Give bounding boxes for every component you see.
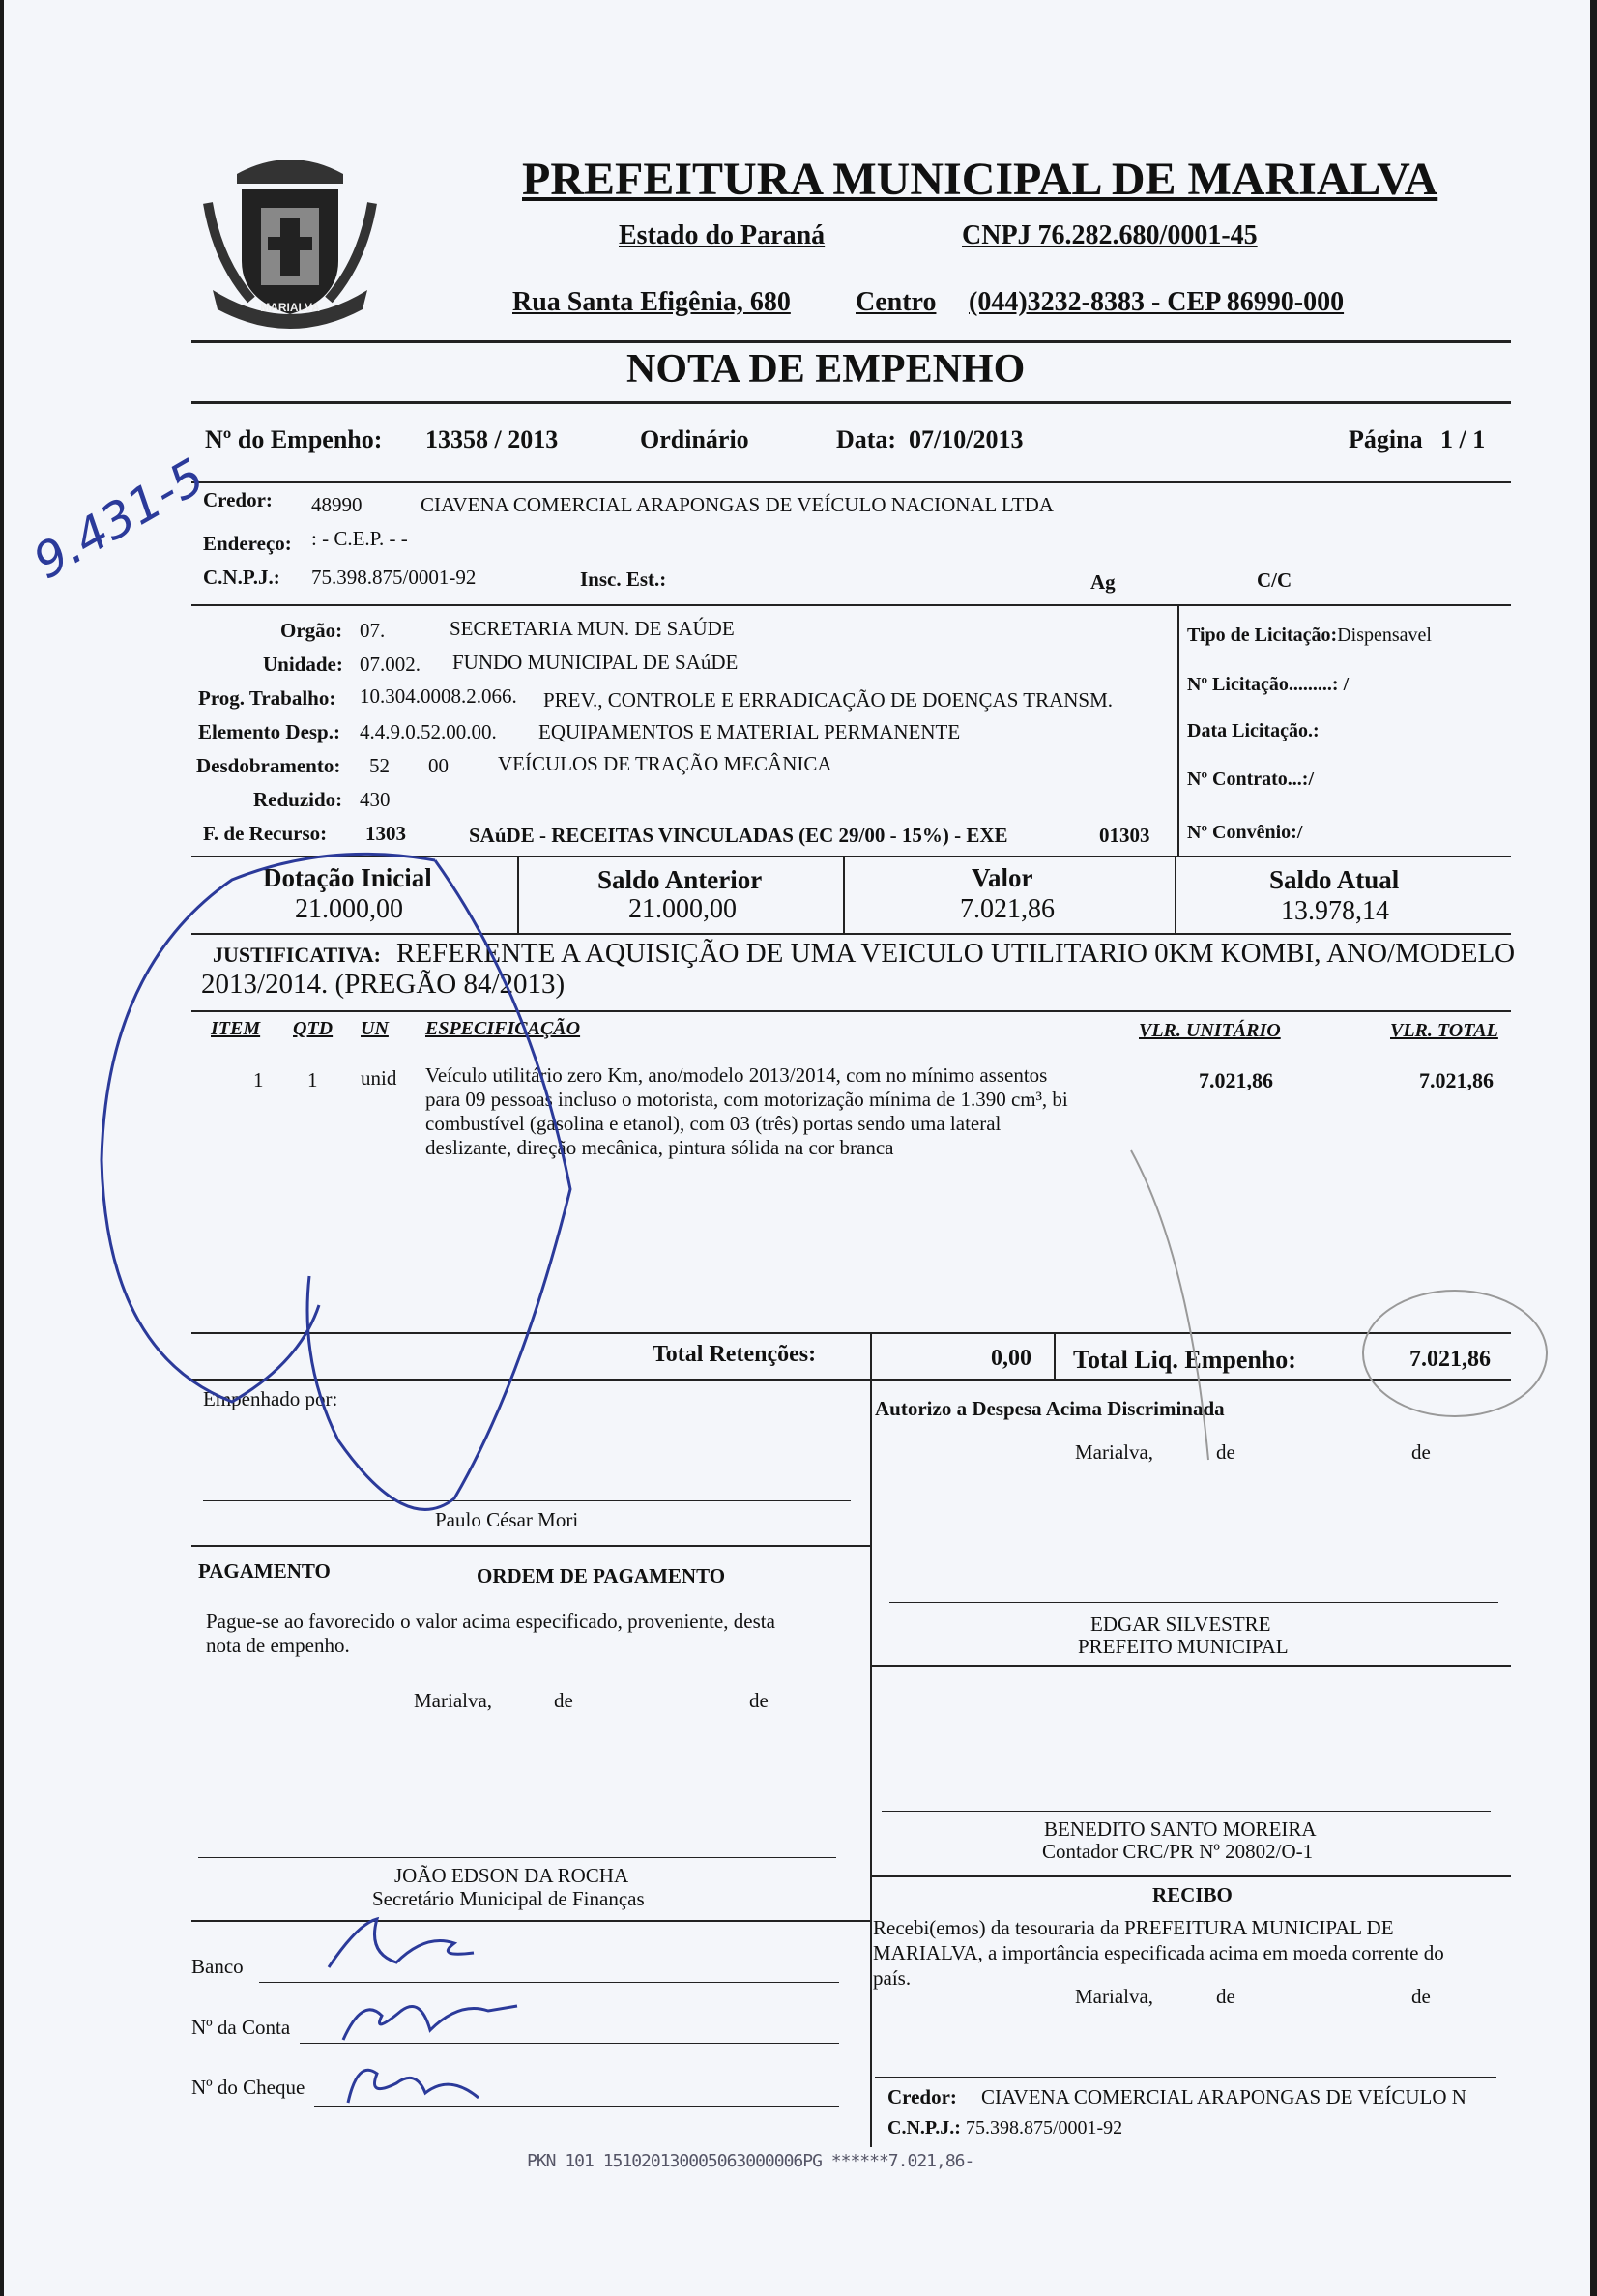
desdobramento-code: 52 <box>369 754 390 777</box>
pencil-circle-mark <box>1353 1276 1556 1431</box>
valor-label: Valor <box>972 863 1033 892</box>
numero-convenio: Nº Convênio:/ <box>1187 822 1303 843</box>
prog-trabalho-name: PREV., CONTROLE E ERRADICAÇÃO DE DOENÇAS TRANSM. <box>543 688 1114 712</box>
recibo-credor-label: Credor: <box>887 2085 957 2108</box>
col-vlr-unitario: VLR. UNITÁRIO <box>1139 1020 1281 1041</box>
reduzido-code: 430 <box>360 788 391 811</box>
page-label: Página <box>1349 425 1423 453</box>
empenhado-por-name: Paulo César Mori <box>435 1508 579 1531</box>
desdobramento-label: Desdobramento: <box>196 754 341 777</box>
municipality-title: PREFEITURA MUNICIPAL DE MARIALVA <box>522 154 1438 205</box>
row-spec-line-3: combustível (gasolina e etanol), com 03 (três) portas sendo uma lateral <box>425 1112 1002 1135</box>
justificativa-label: JUSTIFICATIVA: <box>213 943 382 967</box>
saldo-atual-label: Saldo Atual <box>1269 865 1400 894</box>
saldo-atual-value: 13.978,14 <box>1281 896 1389 926</box>
row-item: 1 <box>253 1068 264 1091</box>
state-name: Estado do Paraná <box>619 220 826 250</box>
banco-label: Banco <box>191 1955 244 1978</box>
autorizo-de-2: de <box>1411 1440 1431 1464</box>
address-label: Endereço: <box>203 532 292 555</box>
municipal-crest-icon <box>198 145 382 334</box>
prefeito-name: EDGAR SILVESTRE <box>1090 1613 1271 1636</box>
recibo-label: RECIBO <box>1152 1883 1233 1906</box>
elemento-desp-code: 4.4.9.0.52.00.00. <box>360 720 497 743</box>
justificativa-line-1: REFERENTE A AQUISIÇÃO DE UMA VEICULO UTILITARIO 0KM KOMBI, ANO/MODELO <box>396 938 1516 969</box>
creditor-name: CIAVENA COMERCIAL ARAPONGAS DE VEÍCULO NACIONAL LTDA <box>421 493 1054 516</box>
empenhado-por-label: Empenhado por: <box>203 1387 338 1410</box>
recibo-de-1: de <box>1216 1985 1235 2008</box>
col-un: UN <box>361 1018 389 1039</box>
recibo-place: Marialva, <box>1075 1985 1154 2008</box>
numero-licitacao: Nº Licitação.........: / <box>1187 674 1350 695</box>
desdobramento-name: VEÍCULOS DE TRAÇÃO MECÂNICA <box>498 752 832 775</box>
cc-label: C/C <box>1257 568 1292 592</box>
contador-name: BENEDITO SANTO MOREIRA <box>1044 1817 1317 1841</box>
recibo-text-1: Recebi(emos) da tesouraria da PREFEITURA MUNICIPAL DE <box>873 1916 1394 1939</box>
total-liquido-value: 7.021,86 <box>1409 1347 1491 1372</box>
handwritten-note: 9.431-5 <box>24 448 215 591</box>
data-licitacao: Data Licitação.: <box>1187 720 1320 741</box>
recibo-text-2: MARIALVA, a importância especificada acima em moeda corrente do <box>873 1941 1444 1964</box>
empenho-number: 13358 / 2013 <box>425 425 559 453</box>
elemento-desp-label: Elemento Desp.: <box>198 720 340 743</box>
total-retencoes-label: Total Retenções: <box>653 1342 817 1367</box>
fonte-recurso-name: SAúDE - RECEITAS VINCULADAS (EC 29/00 - 15%) - EXE <box>469 824 1008 847</box>
pagamento-text-1: Pague-se ao favorecido o valor acima especificado, proveniente, desta <box>206 1610 775 1633</box>
saldo-anterior-label: Saldo Anterior <box>597 865 763 894</box>
prefeito-role: PREFEITO MUNICIPAL <box>1078 1635 1289 1658</box>
recibo-cnpj: C.N.P.J.: 75.398.875/0001-92 <box>887 2117 1123 2138</box>
autorizo-label: Autorizo a Despesa Acima Discriminada <box>875 1397 1225 1420</box>
creditor-code: 48990 <box>311 493 363 516</box>
dotacao-inicial-label: Dotação Inicial <box>263 863 432 892</box>
pencil-stroke-mark <box>1112 1141 1237 1479</box>
fonte-recurso-code: 1303 <box>365 822 406 845</box>
cheque-label: Nº do Cheque <box>191 2076 305 2099</box>
empenho-type: Ordinário <box>640 425 749 453</box>
prog-trabalho-code: 10.304.0008.2.066. <box>360 684 517 708</box>
unidade-label: Unidade: <box>263 653 343 676</box>
row-qtd: 1 <box>307 1068 318 1091</box>
creditor-cnpj-label: C.N.P.J.: <box>203 566 280 589</box>
secretario-name: JOÃO EDSON DA ROCHA <box>394 1864 629 1887</box>
orgao-name: SECRETARIA MUN. DE SAÚDE <box>450 617 735 640</box>
desdobramento-sub: 00 <box>428 754 449 777</box>
col-item: ITEM <box>211 1018 261 1039</box>
ag-label: Ag <box>1090 570 1116 594</box>
total-liquido-label: Total Liq. Empenho: <box>1073 1346 1296 1374</box>
col-qtd: QTD <box>293 1018 334 1039</box>
elemento-desp-name: EQUIPAMENTOS E MATERIAL PERMANENTE <box>538 720 961 743</box>
pagamento-label: PAGAMENTO <box>198 1559 331 1583</box>
col-vlr-total: VLR. TOTAL <box>1390 1020 1498 1041</box>
autorizo-de-1: de <box>1216 1440 1235 1464</box>
unidade-code: 07.002. <box>360 653 421 676</box>
recibo-text-3: país. <box>873 1966 912 1990</box>
total-retencoes-value: 0,00 <box>991 1346 1031 1371</box>
signature-scribble-empenhado <box>87 822 590 1547</box>
pagamento-text-2: nota de empenho. <box>206 1634 350 1657</box>
autorizo-place: Marialva, <box>1075 1440 1154 1464</box>
row-total-price: 7.021,86 <box>1419 1068 1494 1092</box>
empenho-date: 07/10/2013 <box>909 425 1024 453</box>
street-address: Rua Santa Efigênia, 680 <box>512 287 791 317</box>
recibo-de-2: de <box>1411 1985 1431 2008</box>
row-spec-line-4: deslizante, direção mecânica, pintura sólida na cor branca <box>425 1136 894 1159</box>
empenho-number-label: Nº do Empenho: <box>205 425 383 453</box>
row-un: unid <box>361 1066 397 1090</box>
signature-banco-icon <box>319 1914 483 1982</box>
prog-trabalho-label: Prog. Trabalho: <box>198 686 336 710</box>
ordem-pagamento-label: ORDEM DE PAGAMENTO <box>477 1564 726 1587</box>
page-number: 1 / 1 <box>1440 425 1486 453</box>
orgao-code: 07. <box>360 619 386 642</box>
reduzido-label: Reduzido: <box>253 788 343 811</box>
pagamento-de-1: de <box>554 1689 573 1712</box>
pagamento-de-2: de <box>749 1689 769 1712</box>
creditor-cnpj: 75.398.875/0001-92 <box>311 566 477 589</box>
row-spec-line-2: para 09 pessoas incluso o motorista, com motorização mínima de 1.390 cm³, bi <box>425 1088 1068 1111</box>
tipo-licitacao: Tipo de Licitação:Dispensavel <box>1187 625 1432 646</box>
creditor-address: : - C.E.P. - - <box>311 527 408 550</box>
dotacao-inicial-value: 21.000,00 <box>295 894 403 924</box>
document-title: NOTA DE EMPENHO <box>626 347 1026 392</box>
conta-label: Nº da Conta <box>191 2016 291 2039</box>
fonte-recurso-label: F. de Recurso: <box>203 822 328 845</box>
signature-cheque-icon <box>334 2054 488 2112</box>
contador-role: Contador CRC/PR Nº 20802/O-1 <box>1042 1840 1314 1863</box>
recibo-credor-name: CIAVENA COMERCIAL ARAPONGAS DE VEÍCULO N <box>981 2085 1466 2108</box>
col-especificacao: ESPECIFICAÇÃO <box>425 1018 581 1039</box>
secretario-role: Secretário Municipal de Finanças <box>372 1887 645 1910</box>
numero-contrato: Nº Contrato...:/ <box>1187 769 1315 790</box>
insc-est-label: Insc. Est.: <box>580 567 667 591</box>
creditor-label: Credor: <box>203 488 273 511</box>
footer-barcode-text: PKN 101 151020130005063000006PG ******7.021,86- <box>527 2151 974 2171</box>
fonte-recurso-number: 01303 <box>1099 824 1150 847</box>
phone-cep: (044)3232-8383 - CEP 86990-000 <box>969 287 1345 317</box>
valor-value: 7.021,86 <box>960 894 1055 924</box>
row-unit-price: 7.021,86 <box>1199 1068 1273 1092</box>
pagamento-place: Marialva, <box>414 1689 493 1712</box>
svg-text:MARIALVA: MARIALVA <box>260 301 320 314</box>
empenho-date-label: Data: <box>836 425 897 453</box>
saldo-anterior-value: 21.000,00 <box>628 894 737 924</box>
district: Centro <box>856 287 937 317</box>
row-spec-line-1: Veículo utilitário zero Km, ano/modelo 2013/2014, com no mínimo assentos <box>425 1063 1048 1087</box>
municipality-cnpj: CNPJ 76.282.680/0001-45 <box>962 220 1258 250</box>
justificativa-line-2: 2013/2014. (PREGÃO 84/2013) <box>201 969 566 1000</box>
unidade-name: FUNDO MUNICIPAL DE SAúDE <box>452 651 739 674</box>
orgao-label: Orgão: <box>280 619 343 642</box>
signature-conta-icon <box>334 1991 527 2049</box>
